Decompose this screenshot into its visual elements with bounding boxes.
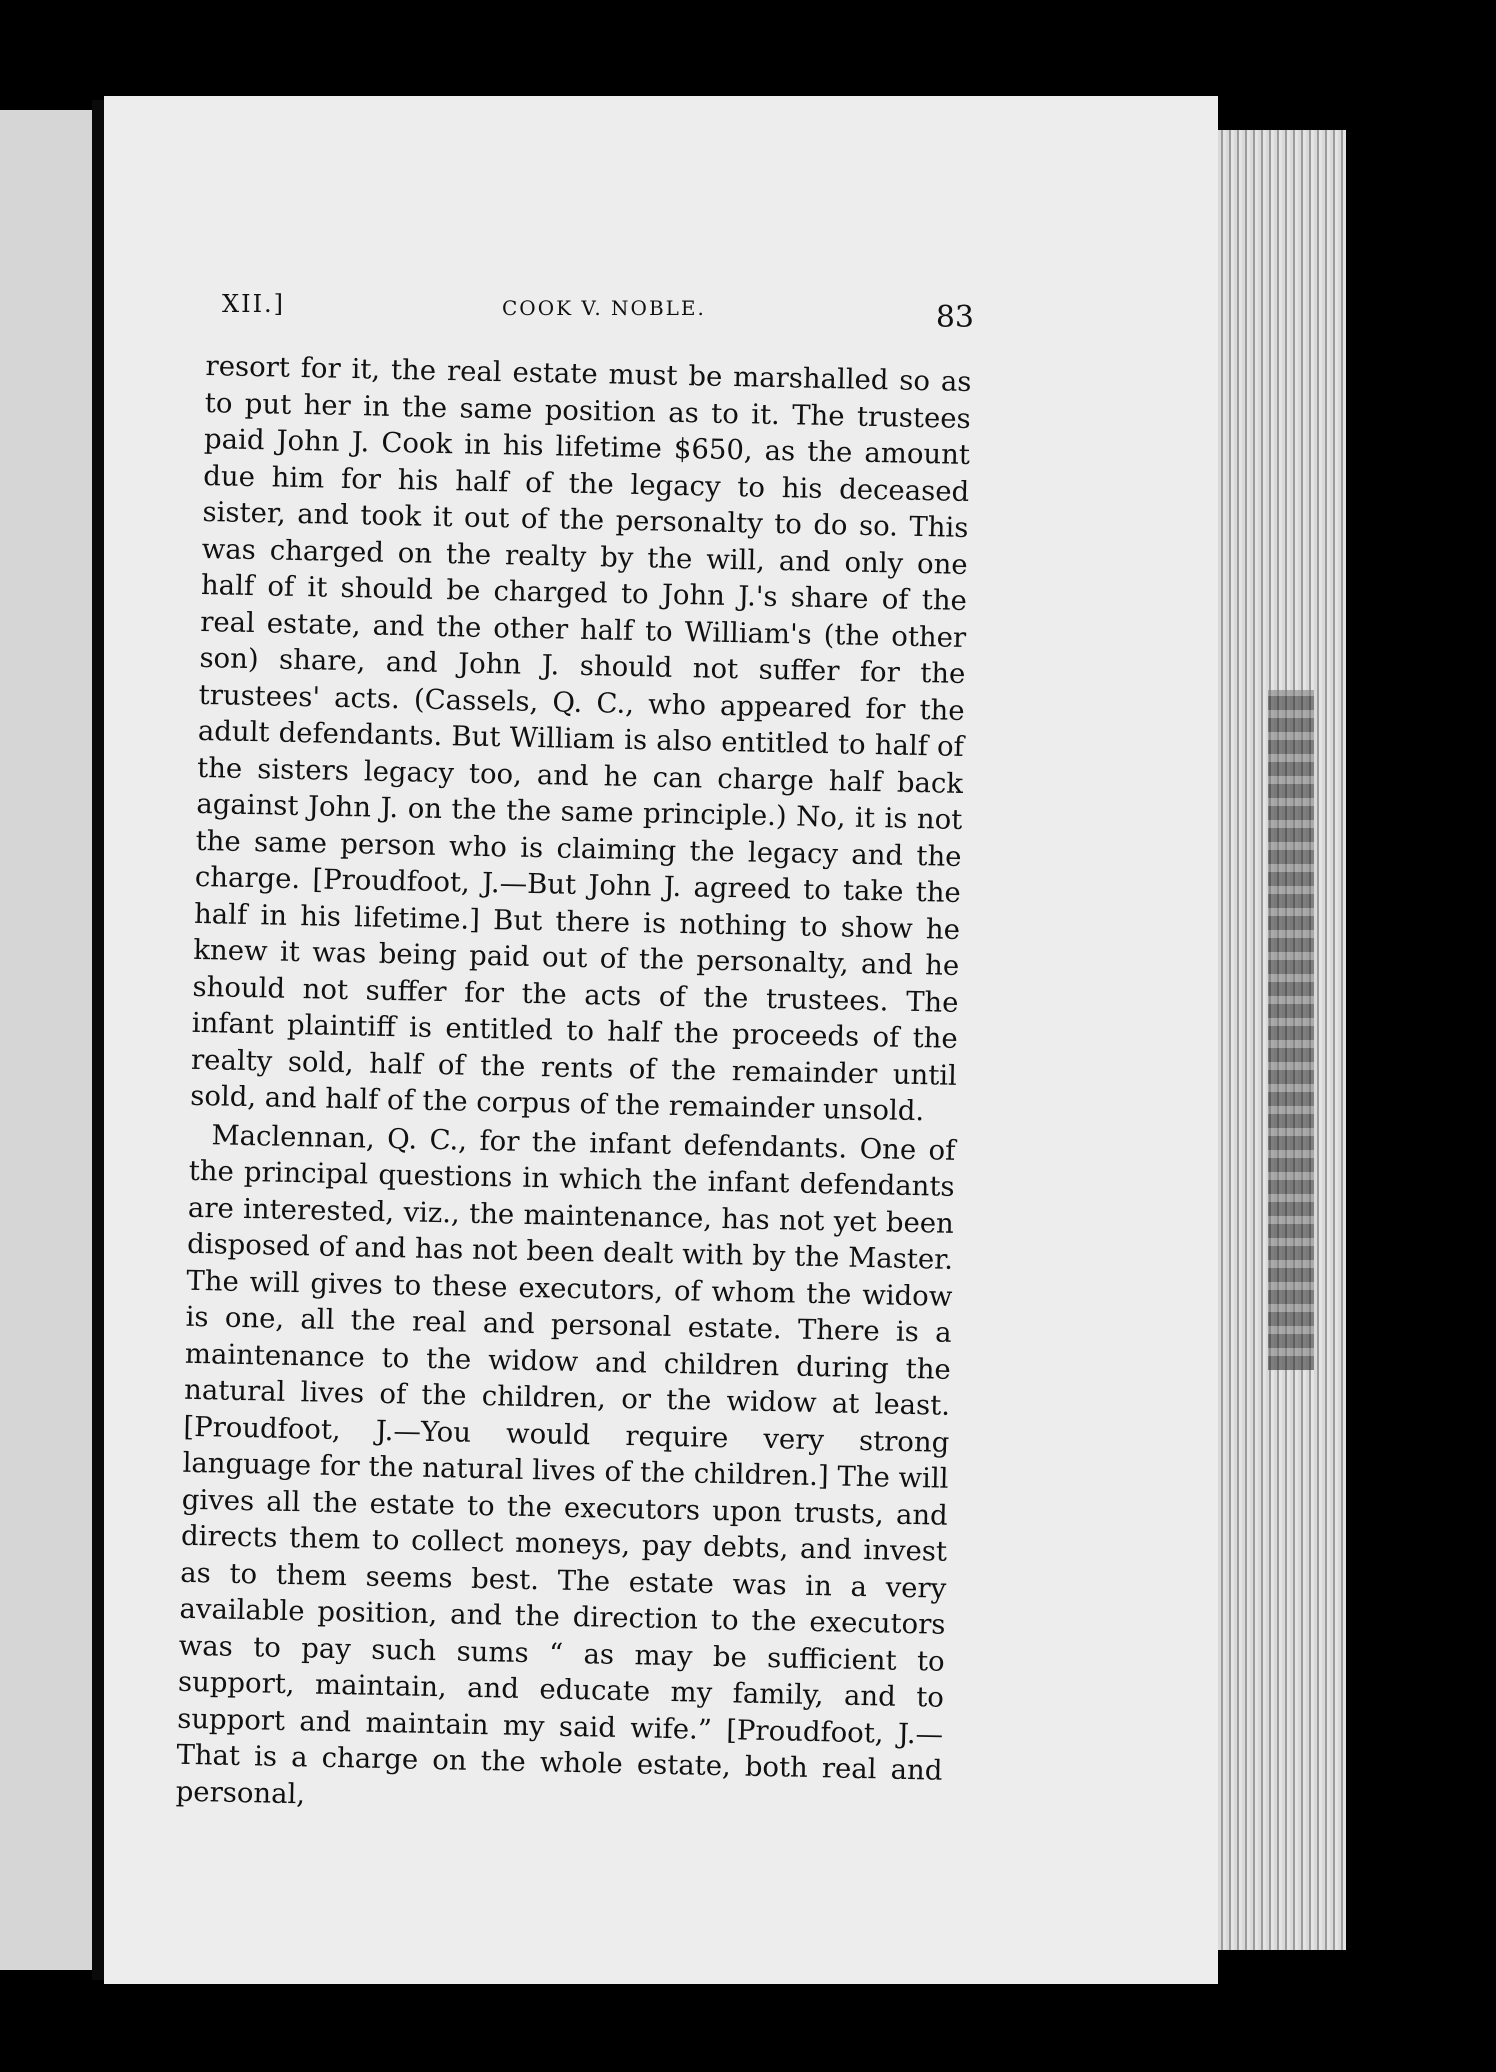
body-text	[175, 348, 971, 1826]
library-stamp-mark	[1268, 690, 1314, 1370]
paragraph-1: resort for it, the real estate must be marshalled so as to put her in the same position as to it. The trustees paid John J. Cook in his lifetime $650, as the amount due him for his half of the legacy to his deceased sister, and took it out of the personalty to do so. This was charged on the realty by the will, and only one half of it should be charged to John J.'s share of the real estate, and the other half to William's (the other son) share, and John J. should not suffer for the trustees' acts. (Cassels, Q. C., who appeared for the adult defendants. But William is also entitled to half of the sisters legacy too, and he can charge half back against John J. on the the same principle.) No, it is not the same person who is claiming the legacy and the charge. [Proudfoot, J.—But John J. agreed to take the half in his lifetime.] But there is nothing to show he knew it was being paid out of the personalty, and he should not suffer for the acts of the trustees. The infant plaintiff is entitled to half the proceeds of the realty sold, half of the rents of the remainder until sold, and half of the corpus of the remainder unsold.	[189, 349, 972, 1128]
paragraph-2: Maclennan, Q. C., for the infant defendants. One of the principal questions in which the infant defendants are interested, viz., the maintenance, has not yet been disposed of and has not been dealt with by the Master. The will gives to these executors, of whom the widow is one, all the real and personal estate. There is a maintenance to the widow and children during the natural lives of the children, or the widow at least. [Proudfoot, J.—You would require very strong language for the natural lives of the children.] The will gives all the estate to the executors upon trusts, and directs them to collect moneys, pay debts, and invest as to them seems best. The estate was in a very available position, and the direction to the executors was to pay such sums “ as may be sufficient to support, maintain, and educate my family, and to support and maintain my said wife.” [Proudfoot, J.—That is a charge on the whole estate, both real and personal,	[175, 1118, 956, 1810]
page-number: 83	[935, 300, 974, 335]
chapter-marker: XII.]	[222, 290, 286, 318]
running-title: COOK V. NOBLE.	[502, 296, 706, 320]
running-header	[222, 286, 974, 336]
left-page-edge	[0, 110, 92, 1970]
book-gutter	[92, 100, 104, 1980]
